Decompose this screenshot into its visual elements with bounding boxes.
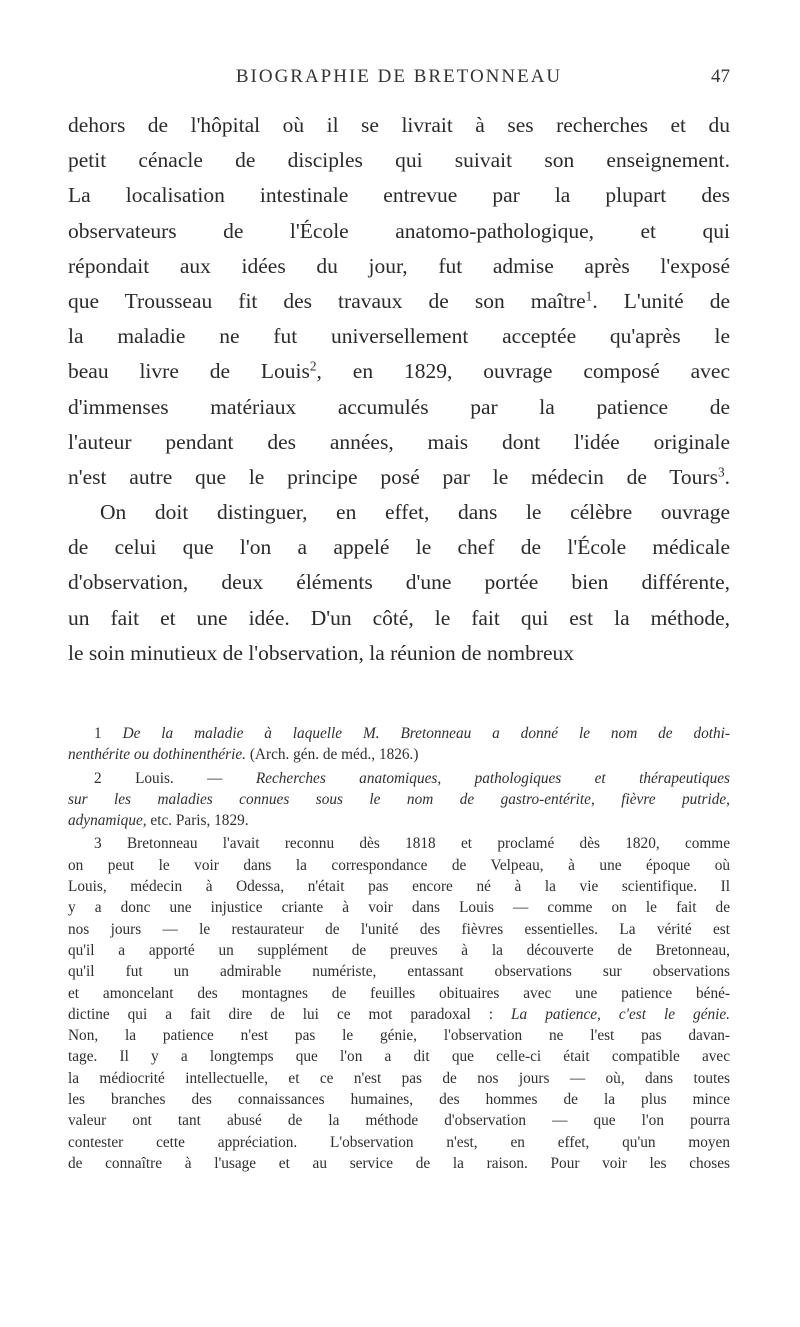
text-fragment: que Trousseau fit des travaux de son maître xyxy=(68,288,586,313)
footnote-line xyxy=(68,810,730,831)
text-line: On doit distinguer, en effet, dans le célèbre ouvrage xyxy=(100,500,730,525)
footnote-italic: sur les maladies connues sous le nom de gastro-entérite, fièvre putride, xyxy=(68,790,730,808)
footnote-line: nos jours — le restaurateur de l'unité des fièvres essentielles. La vérité est xyxy=(68,920,730,938)
text-fragment: n'est autre que le principe posé par le médecin de Tours xyxy=(68,464,718,489)
footnote-line: on peut le voir dans la correspondance de Velpeau, à une époque où xyxy=(68,856,730,874)
text-fragment: , en 1829, ouvrage composé avec xyxy=(316,359,730,384)
footnote-italic: La patience, c'est le génie. xyxy=(511,1005,731,1023)
footnote-line: Non, la patience n'est pas le génie, l'observation ne l'est pas davan- xyxy=(68,1027,730,1045)
footnote-ref: 1 xyxy=(585,288,593,304)
text-line: petit cénacle de disciples qui suivait son enseignement. xyxy=(68,148,730,173)
text-line: de celui que l'on a appelé le chef de l'École médicale xyxy=(68,535,730,560)
footnote-text: etc. Paris, 1829. xyxy=(150,812,249,830)
text-fragment: . xyxy=(724,464,730,489)
footnote-marker: 3 xyxy=(94,835,102,853)
footnote-marker: 2 xyxy=(94,769,102,787)
footnote-italic: adynamique, xyxy=(68,812,147,830)
text-line xyxy=(68,354,730,389)
footnote-line xyxy=(68,1004,730,1025)
page-number: 47 xyxy=(711,66,730,87)
text-line xyxy=(68,460,730,495)
running-title: BIOGRAPHIE DE BRETONNEAU xyxy=(235,66,563,87)
footnote-line: tage. Il y a longtemps que l'on a dit que celle-ci était compatible avec xyxy=(68,1048,730,1066)
footnote-line: y a donc une injustice criante à voir dans Louis — comme on le fait de xyxy=(68,899,730,917)
footnote-line: qu'il fut un admirable numériste, entassant observations sur observations xyxy=(68,963,730,981)
footnote-line: valeur ont tant abusé de la méthode d'observation — que l'on pourra xyxy=(68,1112,730,1130)
main-text xyxy=(68,108,730,671)
footnote-italic: nenthérite ou dothinenthérie. xyxy=(68,746,246,764)
footnote-italic: De la maladie à laquelle M. Bretonneau a donné le nom de dothi- xyxy=(122,725,731,742)
footnote-line: Louis, médecin à Odessa, n'était pas encore né à la vie scientifique. Il xyxy=(68,878,730,896)
text-line: dehors de l'hôpital où il se livrait à ses recherches et du xyxy=(68,113,730,137)
footnote-line: et amoncelant des montagnes de feuilles obituaires avec une patience béné- xyxy=(68,984,730,1002)
text-line: d'immenses matériaux accumulés par la patience de xyxy=(68,394,730,419)
footnote-italic: Recherches anatomiques, pathologiques et thérapeutiques xyxy=(255,769,730,787)
footnote-line: de connaître à l'usage et au service de la raison. Pour voir les choses xyxy=(68,1154,730,1172)
text-line: le soin minutieux de l'observation, la réunion de nombreux xyxy=(68,640,575,665)
footnote-ref: 2 xyxy=(309,358,317,374)
text-line: un fait et une idée. D'un côté, le fait qui est la méthode, xyxy=(68,605,730,630)
footnote-line: qu'il a apporté un supplément de preuves à la découverte de Bretonneau, xyxy=(68,941,730,959)
footnote-line xyxy=(68,789,730,810)
text-line: La localisation intestinale entrevue par la plupart des xyxy=(68,183,730,208)
text-line: l'auteur pendant des années, mais dont l'idée originale xyxy=(68,429,730,454)
text-line: observateurs de l'École anatomo-pathologique, et qui xyxy=(68,218,730,243)
footnote-2 xyxy=(68,768,730,832)
footnote-3 xyxy=(68,833,730,1174)
text-line: la maladie ne fut universellement acceptée qu'après le xyxy=(68,324,730,349)
text-fragment: beau livre de Louis xyxy=(68,359,310,384)
footnote-line xyxy=(68,768,730,789)
text-line: d'observation, deux éléments d'une portée bien différente, xyxy=(68,570,730,595)
text-line: répondait aux idées du jour, fut admise après l'exposé xyxy=(68,253,730,278)
footnote-text: dictine qui a fait dire de lui ce mot paradoxal : xyxy=(68,1005,493,1023)
running-header xyxy=(68,66,730,96)
footnotes xyxy=(68,723,730,1176)
footnote-marker: 1 xyxy=(94,725,102,742)
footnote-line: les branches des connaissances humaines, des hommes de la plus mince xyxy=(68,1091,730,1109)
footnote-line xyxy=(68,723,730,744)
footnote-line xyxy=(68,833,730,854)
footnote-1 xyxy=(68,723,730,766)
footnote-text: Louis. — xyxy=(135,769,223,787)
text-line xyxy=(68,284,730,319)
footnote-text: (Arch. gén. de méd., 1826.) xyxy=(249,746,419,764)
footnote-line: la médiocrité intellectuelle, et ce n'est pas de nos jours — où, dans toutes xyxy=(68,1069,730,1087)
text-fragment: . L'unité de xyxy=(592,288,730,313)
footnote-text: Bretonneau l'avait reconnu dès 1818 et proclamé dès 1820, comme xyxy=(126,835,730,853)
footnote-line: contester cette appréciation. L'observation n'est, en effet, qu'un moyen xyxy=(68,1133,730,1151)
footnote-ref: 3 xyxy=(717,464,725,480)
footnote-line xyxy=(68,744,730,765)
